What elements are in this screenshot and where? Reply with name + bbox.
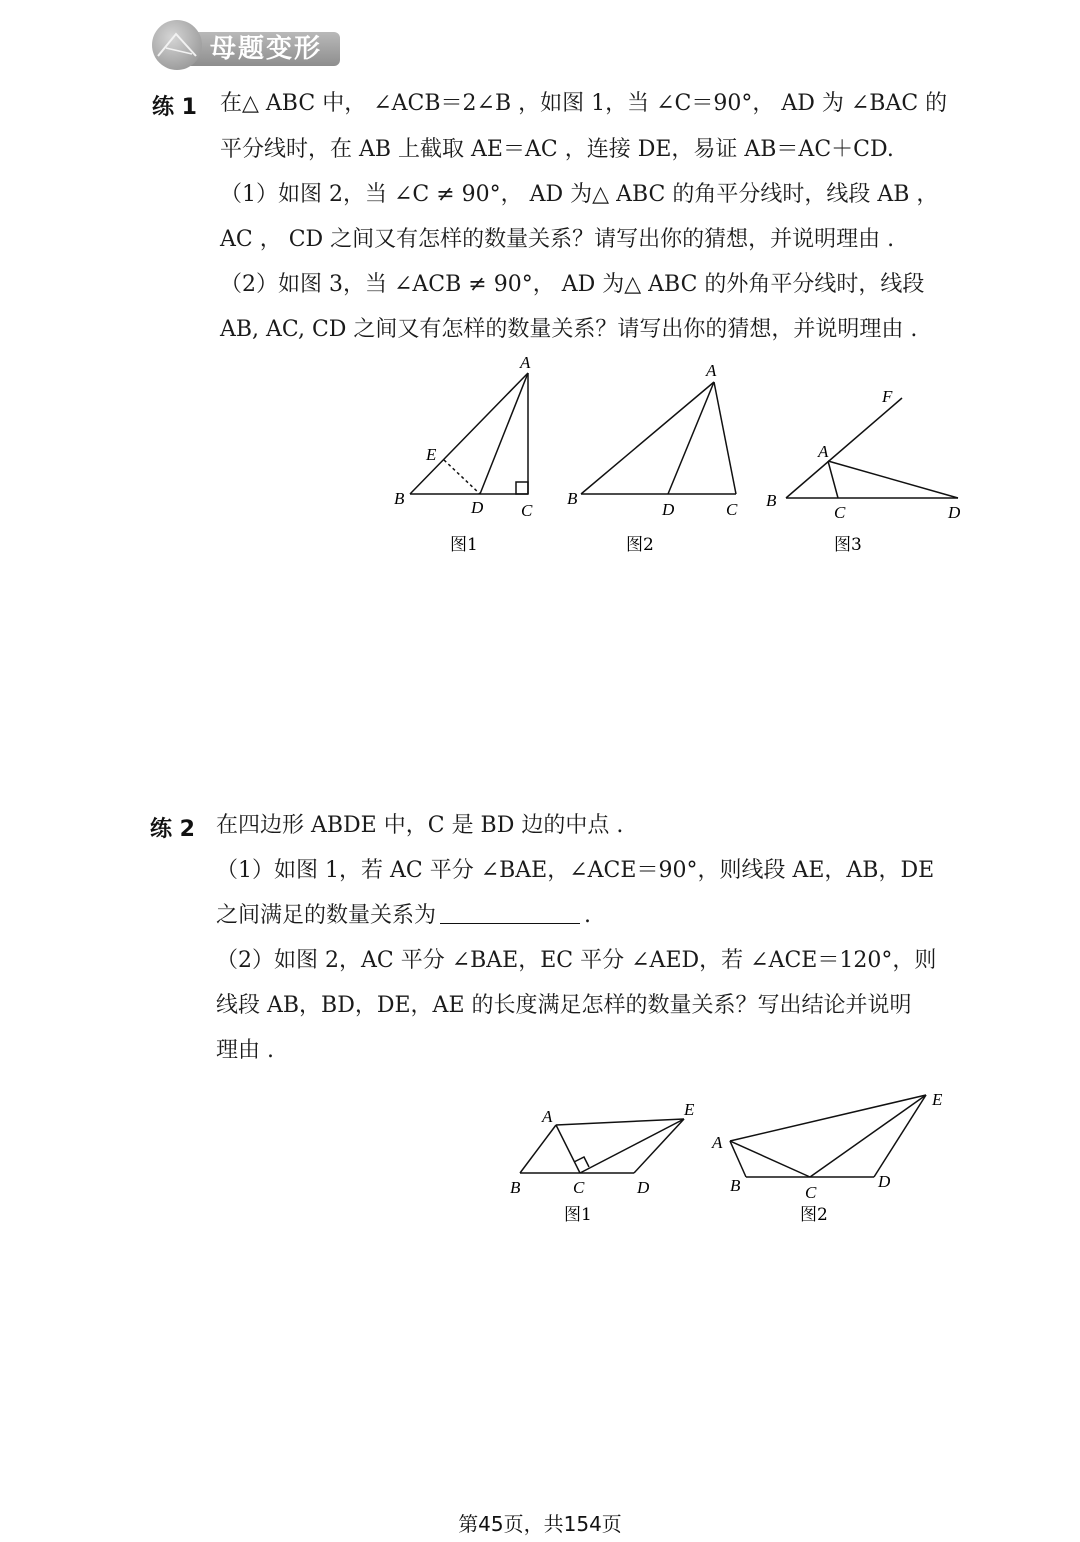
p2-fig1-label-C: C: [573, 1178, 585, 1197]
p1-fig3-label-F: F: [882, 387, 893, 406]
problem2-line-3: [216, 901, 591, 931]
p1-figure-3: [786, 398, 958, 498]
problem2-line-4: （2）如图 2，AC 平分 ∠BAE，EC 平分 ∠AED，若 ∠ACE＝120°，则: [216, 948, 937, 973]
answer-blank-end: .: [584, 903, 592, 928]
problem2-figures: [500, 1085, 960, 1235]
problem2-line-5: 线段 AB，BD，DE，AE 的长度满足怎样的数量关系？写出结论并说明: [216, 993, 912, 1018]
p2-figure-2: [730, 1095, 926, 1177]
p1-fig2-label-A: A: [706, 361, 717, 380]
p1-fig2-label-D: D: [662, 500, 675, 519]
p2-fig2-label-D: D: [878, 1172, 891, 1191]
p2-fig1-label-A: A: [542, 1107, 553, 1126]
p1-fig3-label-A: A: [818, 442, 829, 461]
p1-fig3-label-C: C: [834, 503, 846, 522]
p1-fig1-label-B: B: [394, 489, 405, 508]
p1-fig1-label-D: D: [471, 498, 484, 517]
answer-blank[interactable]: [440, 901, 580, 924]
problem1-line-6: AB, AC, CD 之间又有怎样的数量关系？请写出你的猜想，并说明理由 .: [220, 317, 918, 342]
problem2-line-2: （1）如图 1，若 AC 平分 ∠BAE，∠ACE＝90°，则线段 AE，AB，DE: [216, 858, 935, 883]
p2-figure-1: [520, 1119, 684, 1173]
p2-fig2-label-E: E: [932, 1090, 943, 1109]
p1-fig3-label-B: B: [766, 491, 777, 510]
problem2-label: 练 2: [150, 817, 195, 842]
problem1-label: 练 1: [152, 95, 197, 120]
p1-fig1-label-E: E: [426, 445, 437, 464]
p1-fig3-caption: 图3: [834, 535, 862, 555]
p2-fig1-label-B: B: [510, 1178, 521, 1197]
badge-title: 母题变形: [210, 34, 323, 64]
p1-fig2-label-C: C: [726, 500, 738, 519]
problem2-line-1: 在四边形 ABDE 中，C 是 BD 边的中点 .: [216, 813, 624, 838]
p1-fig3-label-D: D: [948, 503, 961, 522]
section-badge: [152, 20, 342, 70]
p1-fig1-caption: 图1: [450, 535, 478, 555]
problem1-line-5: （2）如图 3，当 ∠ACB ≠ 90°， AD 为△ ABC 的外角平分线时，线段: [220, 272, 925, 297]
p1-figure-2: [581, 382, 736, 494]
p1-figure-1: [410, 373, 528, 494]
problem1-line-2: 平分线时，在 AB 上截取 AE＝AC ，连接 DE，易证 AB＝AC＋CD.: [220, 137, 894, 162]
p2-fig2-caption: 图2: [800, 1205, 828, 1225]
p1-fig2-caption: 图2: [626, 535, 654, 555]
p1-fig1-label-C: C: [521, 501, 533, 520]
p1-fig2-label-B: B: [567, 489, 578, 508]
problem1-line-4: AC ， CD 之间又有怎样的数量关系？请写出你的猜想，并说明理由 .: [220, 227, 895, 252]
p2-fig1-label-E: E: [684, 1100, 695, 1119]
p2-fig1-label-D: D: [637, 1178, 650, 1197]
p1-fig1-label-A: A: [520, 353, 531, 372]
page-number: 第45页，共154页: [458, 1512, 622, 1536]
badge-triangle-icon: [152, 20, 202, 70]
p2-fig2-label-B: B: [730, 1176, 741, 1195]
problem1-line-1: 在△ ABC 中， ∠ACB＝2∠B ，如图 1，当 ∠C＝90°， AD 为 ∠BAC 的: [220, 91, 948, 116]
p2-fig2-label-C: C: [805, 1183, 817, 1202]
problem2-line-6: 理由 .: [216, 1038, 274, 1063]
problem1-line-3: （1）如图 2，当 ∠C ≠ 90°， AD 为△ ABC 的角平分线时，线段 AB ，: [220, 182, 939, 207]
problem1-figures: [380, 350, 980, 560]
problem2-line-3-text: 之间满足的数量关系为: [216, 903, 437, 928]
p2-fig2-label-A: A: [712, 1133, 723, 1152]
p2-fig1-caption: 图1: [564, 1205, 592, 1225]
